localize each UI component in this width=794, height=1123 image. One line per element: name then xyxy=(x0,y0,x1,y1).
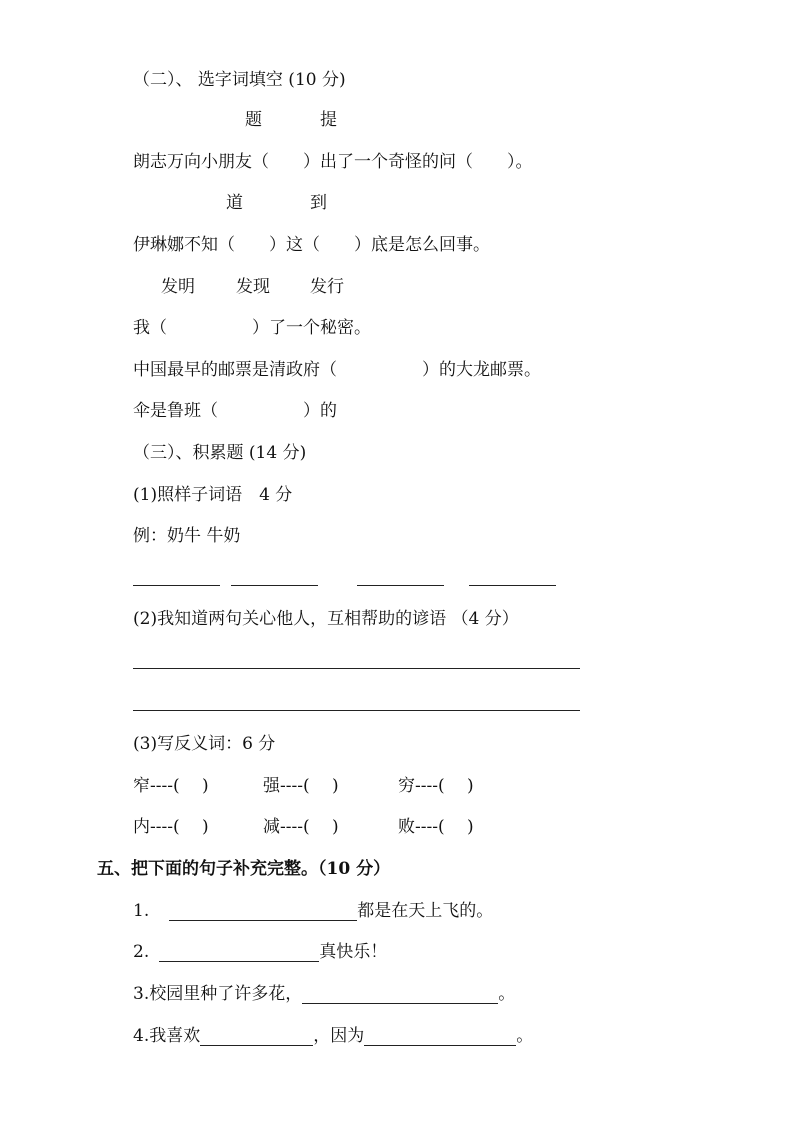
antonym-item: 强----( ) xyxy=(263,776,339,796)
sentence-mid: ，因为 xyxy=(313,1026,365,1046)
sentence-tail: 。 xyxy=(498,984,516,1004)
choice-word: 发现 xyxy=(236,277,270,297)
sentence-head: 4.我喜欢 xyxy=(133,1026,201,1046)
section2-title: （二）、 选字词填空 (10 分) xyxy=(133,70,346,90)
antonym-item: 穷----( ) xyxy=(398,776,474,796)
sentence-2 xyxy=(133,942,387,962)
choice-word: 到 xyxy=(310,193,327,213)
fill-sentence: 伞是鲁班（ ）的 xyxy=(133,401,337,421)
question-2: (2)我知道两句关心他人，互相帮助的谚语 （4 分） xyxy=(133,609,519,629)
answer-blank[interactable] xyxy=(469,585,556,586)
choice-word: 发行 xyxy=(310,277,344,297)
answer-blank[interactable] xyxy=(169,902,357,921)
sentence-number: 2. xyxy=(133,942,150,962)
answer-line[interactable] xyxy=(133,668,580,669)
sentence-tail: 都是在天上飞的。 xyxy=(357,901,494,921)
answer-blank[interactable] xyxy=(302,985,498,1004)
sentence-4 xyxy=(133,1026,533,1046)
answer-blank[interactable] xyxy=(159,943,319,962)
example-text: 例：奶牛 牛奶 xyxy=(133,526,241,546)
section5-title: 五、把下面的句子补充完整。（10 分） xyxy=(97,859,391,879)
answer-blank[interactable] xyxy=(200,1027,313,1046)
antonym-item: 败----( ) xyxy=(398,817,474,837)
choice-word: 提 xyxy=(320,110,337,130)
sentence-number: 1. xyxy=(133,901,150,921)
answer-blank[interactable] xyxy=(357,585,444,586)
sentence-head: 3.校园里种了许多花， xyxy=(133,984,303,1004)
choice-word: 道 xyxy=(226,193,243,213)
section3-title: （三）、积累题 (14 分) xyxy=(133,443,307,463)
sentence-tail: 真快乐！ xyxy=(319,942,388,962)
fill-sentence: 朗志万向小朋友（ ）出了一个奇怪的问（ ）。 xyxy=(133,152,533,172)
antonym-item: 减----( ) xyxy=(263,817,339,837)
sentence-3 xyxy=(133,984,515,1004)
answer-blank[interactable] xyxy=(133,585,220,586)
question-3: (3)写反义词：6 分 xyxy=(133,734,276,754)
question-1: (1)照样子词语 4 分 xyxy=(133,485,293,505)
sentence-1 xyxy=(133,901,493,921)
fill-sentence: 伊琳娜不知（ ）这（ ）底是怎么回事。 xyxy=(133,235,490,255)
answer-blank[interactable] xyxy=(364,1027,516,1046)
antonym-item: 窄----( ) xyxy=(133,776,209,796)
choice-word: 题 xyxy=(245,110,262,130)
fill-sentence: 我（ ）了一个秘密。 xyxy=(133,318,371,338)
answer-line[interactable] xyxy=(133,710,580,711)
answer-blank[interactable] xyxy=(231,585,318,586)
fill-sentence: 中国最早的邮票是清政府（ ）的大龙邮票。 xyxy=(133,360,541,380)
sentence-tail: 。 xyxy=(516,1026,534,1046)
antonym-item: 内----( ) xyxy=(133,817,209,837)
choice-word: 发明 xyxy=(161,277,195,297)
